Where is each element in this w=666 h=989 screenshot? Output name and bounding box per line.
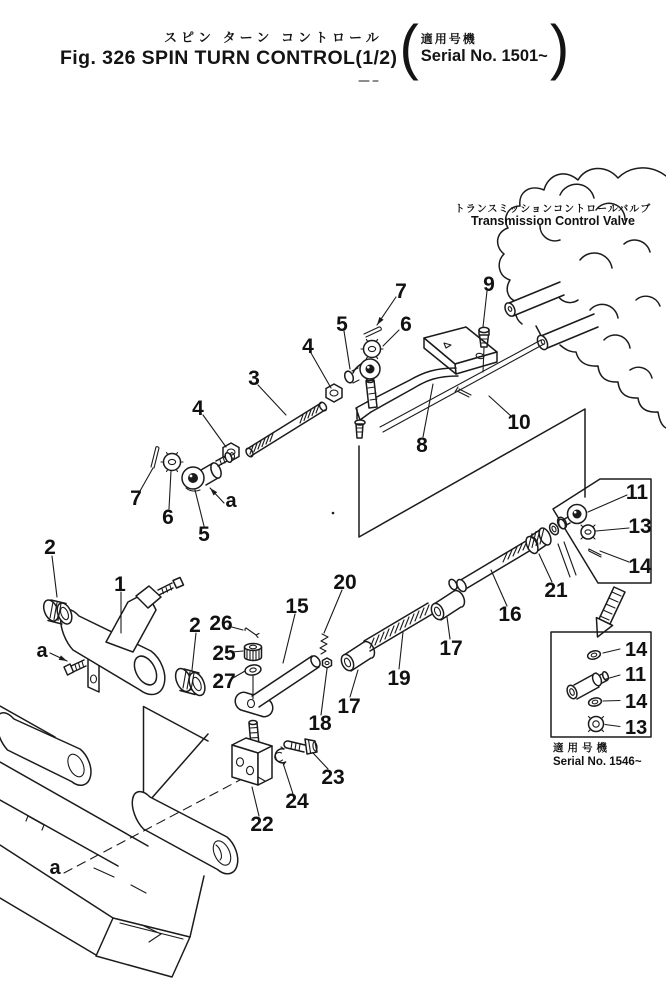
callout-23: 23 [321,766,345,789]
bracket-hanging-bolt [355,420,365,438]
part-pin-26 [245,628,259,638]
callout-11-inset: 11 [625,664,647,686]
part-rod-16 [447,536,539,594]
callout-4-left: 4 [192,397,204,420]
callout-9: 9 [483,273,495,296]
callout-11: 11 [625,481,649,504]
part-spring-20 [320,634,328,654]
callout-19: 19 [387,667,411,690]
valve-label-english: Transmission Control Valve [471,214,635,228]
part-pin-15 [235,654,322,716]
serial-label-japanese: 適用号機 [420,32,477,46]
callout-a-bottom: a [49,857,61,879]
callout-2-right: 2 [189,614,201,637]
callout-7-top: 7 [395,280,407,303]
callout-26: 26 [209,612,233,635]
part-spring-19 [364,603,434,651]
valve-lever-arm-lower [535,314,598,351]
bracket-stud [366,379,377,409]
part-knurled-nut-25 [245,644,262,661]
inset-joint-11 [565,671,609,700]
part-nut-18 [323,658,332,668]
part-cotter-pin-7-left [151,447,159,468]
callout-24: 24 [285,790,309,813]
frame-pin-boss-left [0,713,91,785]
part-castle-nut-6-top [361,339,383,358]
figure-title: Fig. 326 SPIN TURN CONTROL(1/2) [60,46,398,69]
track-frame [0,706,240,977]
callout-6-top: 6 [400,313,412,336]
detail-boundary-upper [359,409,585,537]
frame-pin-boss-right [132,792,237,874]
title-underline-dashes [332,81,378,514]
part-nut-4-right [326,384,342,402]
part-pin-14 [589,549,601,557]
leader-lines [50,291,629,816]
part-bracket-22 [232,738,272,785]
callout-7-left: 7 [130,487,142,510]
callout-17-right: 17 [439,637,463,660]
part-bushing-2-right [173,666,208,697]
part-bolt-a-left [64,660,86,675]
callout-labels [36,273,652,879]
serial-paren-close: ) [549,13,570,82]
detail-pointer-triangle [144,707,209,808]
callout-27: 27 [212,670,236,693]
serial-number: Serial No. 1501~ [420,47,548,65]
callout-5-top: 5 [336,313,348,336]
callout-16: 16 [498,603,522,626]
hatched-arrow [596,587,625,637]
part-rod-3 [245,401,328,458]
callout-4-right: 4 [302,335,314,358]
inset-washer-14b [588,697,602,708]
callout-a-left: a [36,640,48,662]
part-castle-nut-13 [581,525,595,539]
callout-25: 25 [212,642,236,665]
callout-13-inset: 13 [625,717,648,739]
lever-clevis-bolt [158,578,184,596]
callout-20: 20 [333,571,357,594]
callout-21: 21 [544,579,568,602]
callout-17-mid: 17 [337,695,361,718]
part-knurled-nut-6-left [161,453,183,472]
inset-castle-nut-13 [589,717,604,732]
serial-block [421,30,548,66]
callout-14: 14 [628,555,652,578]
part-cotter-pin-7-top [364,327,381,337]
callout-2-left: 2 [44,536,56,559]
callout-14-inset-a: 14 [625,639,648,661]
part-rod-end-left-5 [182,452,235,491]
inset-washer-14a [587,649,602,660]
callout-14-inset-b: 14 [625,691,648,713]
part-snap-ring-24 [275,747,286,765]
callout-5-left: 5 [198,523,210,546]
part-bushing-2-left [41,598,75,626]
callout-8: 8 [416,434,428,457]
figure-title-block [60,27,397,70]
callout-3: 3 [248,367,260,390]
inset-caption-english: Serial No. 1546~ [553,756,642,768]
callout-15: 15 [285,595,309,618]
callout-22: 22 [250,813,274,836]
callout-10: 10 [507,411,531,434]
part-bushing-17-left [339,642,375,673]
figure-header [60,13,571,82]
figure-title-japanese: スピン ターン コントロール [164,29,383,45]
motion-hatch-lines [558,542,576,577]
inset-caption-japanese: 適用号機 [553,742,611,754]
callout-18: 18 [308,712,332,735]
callout-6-left: 6 [162,506,174,529]
valve-label-japanese: トランスミッションコントロールバルブ [454,204,652,215]
part-bolt-23 [284,739,318,754]
callout-a-mid: a [225,490,237,512]
serial-paren-open: ( [399,13,419,82]
callout-13: 13 [628,515,652,538]
callout-1: 1 [114,573,126,596]
